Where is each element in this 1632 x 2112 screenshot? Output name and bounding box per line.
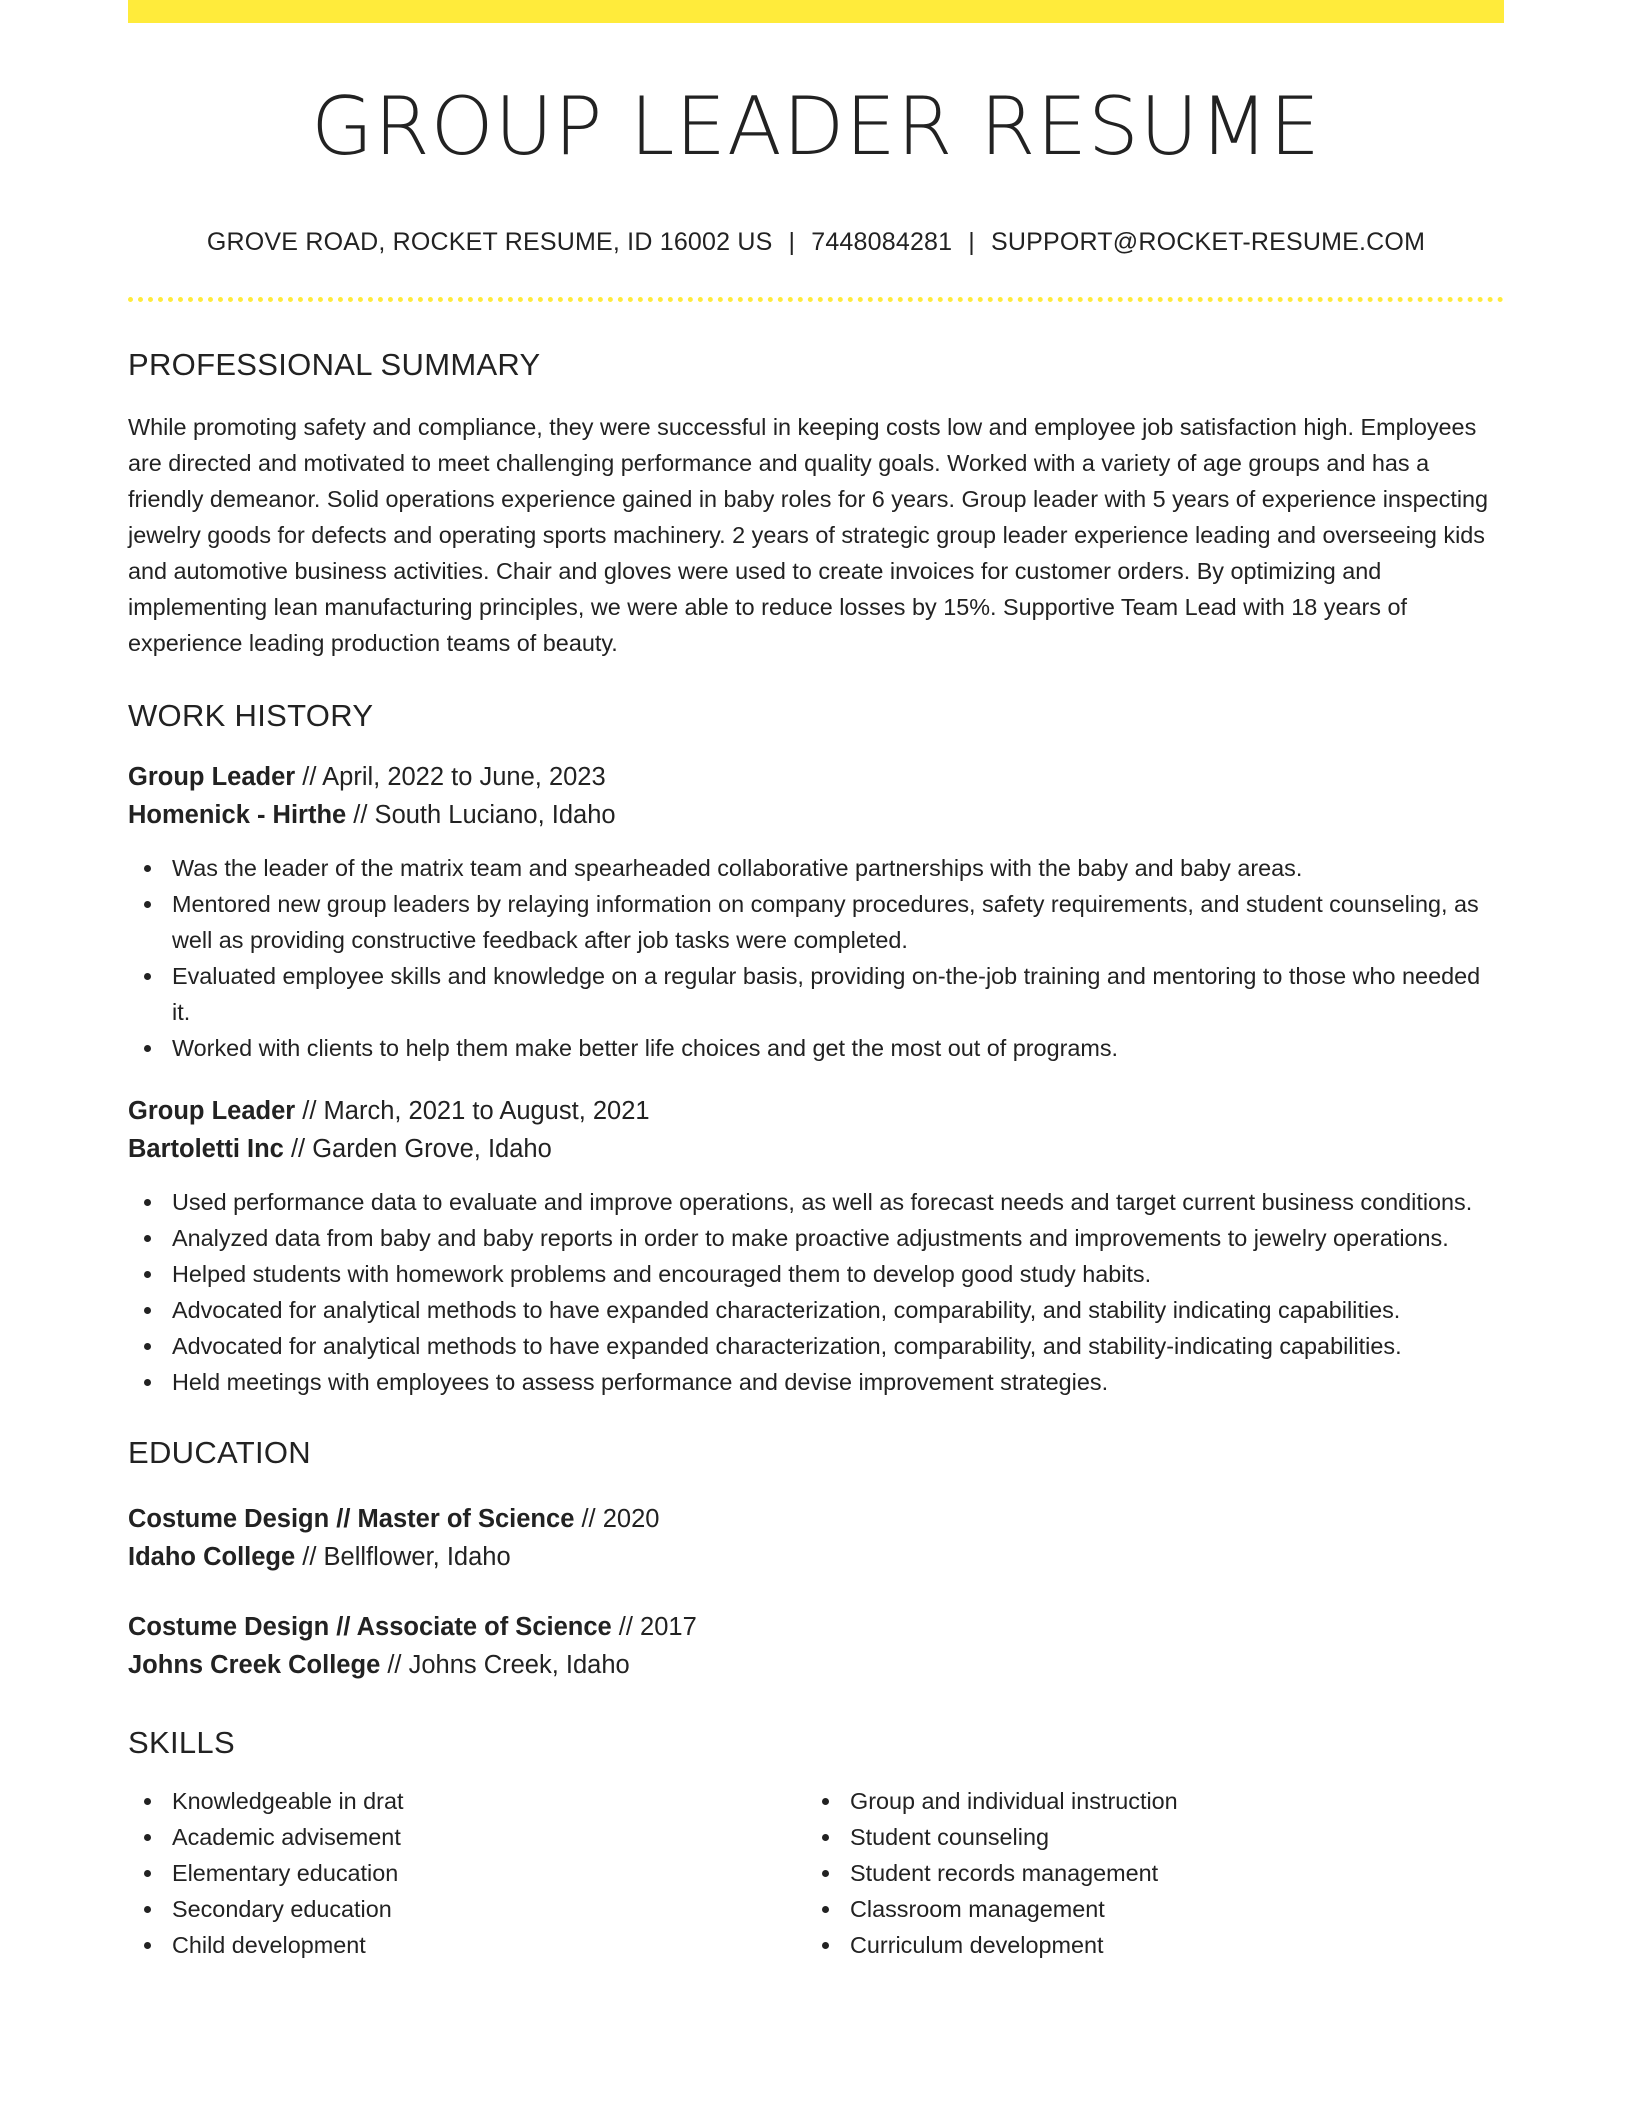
job-title: Group Leader [128, 763, 296, 792]
job-bullet: Was the leader of the matrix team and spearheaded collaborative partnerships with the baby and baby areas. [128, 850, 1504, 886]
degree: Costume Design // Associate of Science [128, 1612, 612, 1641]
skills-grid [128, 1783, 1504, 1963]
job-location: // South Luciano, Idaho [346, 801, 616, 830]
skill-item: Elementary education [128, 1855, 806, 1891]
job-title: Group Leader [128, 1097, 296, 1126]
skills-column-right [806, 1783, 1484, 1963]
degree-year: // 2020 [574, 1504, 660, 1533]
skills-heading: SKILLS [128, 1724, 235, 1760]
contact-separator: | [968, 228, 975, 256]
degree-line [128, 1608, 1504, 1646]
resume-page [128, 0, 1504, 1963]
contact-address: GROVE ROAD, ROCKET RESUME, ID 16002 US [206, 228, 773, 256]
skill-item: Student records management [806, 1855, 1484, 1891]
skills-column-left [128, 1783, 806, 1963]
contact-line [128, 227, 1504, 257]
skill-item: Knowledgeable in drat [128, 1783, 806, 1819]
school: Johns Creek College [128, 1650, 381, 1679]
job-bullet: Evaluated employee skills and knowledge on a regular basis, providing on-the-job training and mentoring to those who needed it. [128, 958, 1504, 1030]
education-entry [128, 1608, 1504, 1684]
school-location: // Bellflower, Idaho [295, 1542, 511, 1571]
accent-top-bar [128, 0, 1504, 23]
job-company: Homenick - Hirthe [128, 801, 347, 830]
job-title-line [128, 1092, 1504, 1130]
education-heading: EDUCATION [128, 1435, 311, 1471]
skill-item: Curriculum development [806, 1927, 1484, 1963]
job-entry [128, 1092, 1504, 1400]
job-bullet: Advocated for analytical methods to have expanded characterization, comparability, and stability-indicating capabilities. [128, 1328, 1504, 1364]
summary-text: While promoting safety and compliance, they were successful in keeping costs low and employee job satisfaction high. Employees are directed and motivated to meet challenging performance and quality goals. Worked with a variety of age groups and has a friendly demeanor. Solid operations experience gained in baby roles for 6 years. Group leader with 5 years of experience inspecting jewelry goods for defects and operating sports machinery. 2 years of strategic group leader experience leading and overseeing kids and automotive business activities. Chair and gloves were used to create invoices for customer orders. By optimizing and implementing lean manufacturing principles, we were able to reduce losses by 15%. Supportive Team Lead with 18 years of experience leading production teams of beauty. [128, 414, 1489, 657]
degree-year: // 2017 [611, 1612, 697, 1641]
skill-item: Student counseling [806, 1819, 1484, 1855]
degree: Costume Design // Master of Science [128, 1504, 575, 1533]
skill-item: Child development [128, 1927, 806, 1963]
job-bullet: Advocated for analytical methods to have expanded characterization, comparability, and stability indicating capabilities. [128, 1292, 1504, 1328]
skill-item: Academic advisement [128, 1819, 806, 1855]
job-bullet: Used performance data to evaluate and improve operations, as well as forecast needs and target current business conditions. [128, 1184, 1504, 1220]
school-location: // Johns Creek, Idaho [380, 1650, 630, 1679]
job-company: Bartoletti Inc [128, 1135, 284, 1164]
education-entry [128, 1500, 1504, 1576]
job-entry [128, 758, 1504, 1066]
job-bullet: Worked with clients to help them make better life choices and get the most out of programs. [128, 1030, 1504, 1066]
job-title-line [128, 758, 1504, 796]
skills-list [806, 1783, 1484, 1963]
skills-list [128, 1783, 806, 1963]
contact-phone: 7448084281 [811, 228, 953, 256]
job-bullet: Held meetings with employees to assess performance and devise improvement strategies. [128, 1364, 1504, 1400]
dotted-divider [128, 297, 1504, 302]
contact-separator: | [788, 228, 796, 256]
job-bullet: Helped students with homework problems and encouraged them to develop good study habits. [128, 1256, 1504, 1292]
summary-heading: PROFESSIONAL SUMMARY [128, 347, 541, 382]
skill-item: Classroom management [806, 1891, 1484, 1927]
job-location: // Garden Grove, Idaho [283, 1135, 552, 1164]
job-company-line [128, 796, 1504, 834]
school: Idaho College [128, 1542, 296, 1571]
skill-item: Secondary education [128, 1891, 806, 1927]
job-bullet-list [128, 850, 1504, 1066]
job-bullet-list [128, 1184, 1504, 1400]
job-dates: // March, 2021 to August, 2021 [295, 1097, 650, 1126]
contact-email: SUPPORT@ROCKET-RESUME.COM [990, 228, 1426, 256]
degree-line [128, 1500, 1504, 1538]
school-line [128, 1538, 1504, 1576]
resume-title: GROUP LEADER RESUME [311, 80, 1321, 173]
work-history-heading: WORK HISTORY [128, 698, 374, 734]
school-line [128, 1646, 1504, 1684]
job-bullet: Mentored new group leaders by relaying information on company procedures, safety requirements, and student counseling, as well as providing constructive feedback after job tasks were completed. [128, 886, 1504, 958]
job-bullet: Analyzed data from baby and baby reports in order to make proactive adjustments and improvements to jewelry operations. [128, 1220, 1504, 1256]
job-dates: // April, 2022 to June, 2023 [295, 763, 606, 792]
skill-item: Group and individual instruction [806, 1783, 1484, 1819]
job-company-line [128, 1130, 1504, 1168]
